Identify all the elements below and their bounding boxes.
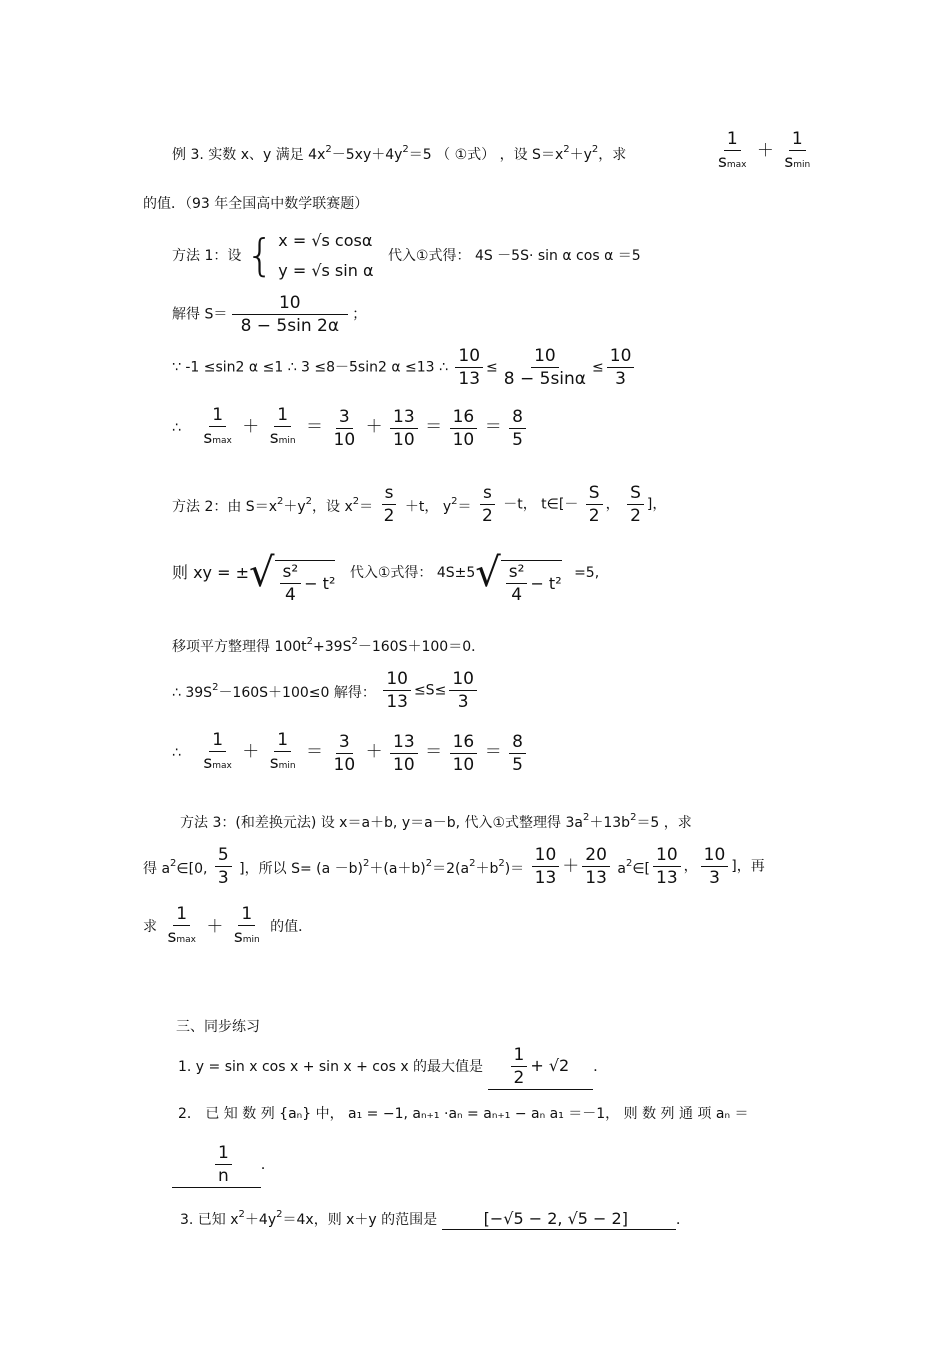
subscript: max: [176, 935, 196, 945]
numerator: 1: [209, 404, 226, 427]
numerator: s²: [506, 561, 528, 584]
sup: 2: [276, 496, 284, 507]
fraction: [383, 668, 411, 713]
text: ∵ -1 ≤sin2 α ≤1 ∴ 3 ≤8－5sin2 α ≤13 ∴: [172, 359, 448, 376]
numerator: 1: [215, 1142, 232, 1165]
fraction: [231, 903, 263, 951]
fraction: [331, 406, 359, 451]
fraction: [509, 731, 526, 776]
numerator: 16: [450, 406, 478, 429]
numerator: s²: [280, 561, 302, 584]
sup: 2: [625, 858, 633, 869]
text: 代入①式得： 4S±5: [349, 565, 476, 581]
plus: ＋: [365, 742, 383, 762]
numerator: 8: [509, 731, 526, 754]
numerator: 5: [215, 844, 232, 867]
subscript: min: [793, 160, 811, 170]
denominator: 2: [513, 1068, 525, 1088]
numerator: S: [627, 482, 644, 505]
text: [617, 858, 651, 877]
denominator: 4: [284, 585, 296, 605]
t: ∴ 39S: [172, 685, 213, 701]
denominator: [164, 926, 198, 951]
numerator: 1: [173, 903, 190, 926]
sup: 2: [351, 636, 358, 647]
denominator: 13: [656, 868, 678, 888]
text: [143, 858, 208, 877]
example-fraction-sum: [712, 128, 816, 176]
denominator: 3: [709, 868, 720, 888]
text: －5xy＋4y: [331, 147, 403, 163]
text: ]，: [646, 496, 667, 513]
text: [172, 682, 376, 701]
practice-q3: [180, 1205, 690, 1230]
sup: 2: [451, 496, 458, 507]
sqrt-body: [275, 560, 336, 606]
sqrt-icon: √: [249, 550, 275, 596]
denominator: 10: [452, 754, 475, 775]
sup: 2: [170, 858, 177, 869]
answer-blank: [442, 1209, 676, 1230]
text: 解得 S＝: [172, 306, 228, 323]
fraction: [582, 844, 610, 889]
fraction: [532, 844, 560, 889]
s: s: [269, 428, 279, 448]
t: ＋y: [283, 499, 306, 515]
subscript: min: [278, 761, 296, 771]
t: －160S＋100≤0 解得：: [218, 685, 376, 701]
denominator: [200, 752, 234, 777]
t: 方法 2：由 S＝x: [172, 499, 277, 515]
subscript: min: [242, 935, 260, 945]
s: s: [269, 753, 279, 773]
sup: 2: [305, 496, 313, 507]
fraction: [331, 731, 359, 776]
denominator: 10: [333, 754, 356, 775]
s: s: [203, 428, 213, 448]
fraction: [506, 561, 528, 606]
therefore: ∴: [172, 745, 181, 761]
text: ＝5 （ ①式） ，设 S＝x: [408, 147, 564, 163]
sup: 2: [238, 1209, 245, 1220]
t: ＋t， y: [404, 499, 452, 515]
t: ∈[: [632, 861, 651, 877]
numerator: 10: [455, 345, 483, 368]
numerator: 10: [653, 844, 681, 867]
brace-icon: {: [245, 230, 274, 281]
plus: ＋: [242, 417, 260, 437]
denominator: [781, 151, 813, 176]
fraction: [390, 731, 418, 776]
t: ∈[0,: [176, 861, 208, 877]
numerator: 1: [238, 903, 255, 926]
method3-line-3: [143, 903, 312, 951]
fraction: [267, 404, 299, 452]
method2-line-2: [172, 550, 600, 606]
text: 的值．: [270, 919, 313, 935]
t: )＝: [504, 861, 525, 877]
sup: 2: [276, 1209, 283, 1220]
eq: ＝: [425, 417, 443, 437]
denominator: 10: [452, 429, 475, 450]
fraction: [215, 1142, 232, 1187]
t: ＝4x，则 x＋y 的范围是: [282, 1212, 438, 1228]
t: 方法 3：(和差换元法) 设 x＝a＋b, y＝a－b, 代入①式整理得 3a: [180, 815, 583, 831]
text: [404, 496, 472, 515]
fraction: [701, 844, 729, 889]
method1-bounds: [172, 345, 637, 390]
t: ＝2(a: [432, 861, 470, 877]
fraction: [455, 345, 483, 390]
fraction: [479, 482, 496, 527]
numerator: 13: [390, 731, 418, 754]
sup: 2: [469, 858, 476, 869]
denominator: 8 − 5sin 2α: [240, 316, 340, 336]
plus: ＋: [756, 141, 774, 161]
t: − t²: [304, 573, 336, 593]
therefore: ∴: [172, 420, 181, 436]
t: 得 a: [143, 861, 171, 877]
plus: ＋: [365, 417, 383, 437]
numerator: 16: [450, 731, 478, 754]
fraction: [215, 844, 232, 889]
numerator: 10: [532, 844, 560, 867]
t: ＋b: [475, 861, 499, 877]
text: ]，再: [731, 858, 765, 875]
eq: ＝: [306, 417, 324, 437]
method3-line-2: [143, 844, 765, 889]
subscript: max: [212, 761, 232, 771]
numerator: 20: [582, 844, 610, 867]
s: s: [167, 927, 177, 947]
sup: 2: [591, 144, 599, 155]
numerator: 10: [531, 345, 559, 368]
text: ≤S≤: [413, 682, 447, 699]
method2-line-3: [172, 632, 485, 657]
t: ，设 x: [312, 499, 353, 515]
t: 移项平方整理得 100t: [172, 639, 307, 655]
method1-result: [172, 404, 529, 452]
practice-q2: 2． 已 知 数 列 {aₙ} 中， a₁ = −1, aₙ₊₁ ·aₙ = aₙ₊₁ − aₙ a₁ ＝－1， 则 数 列 通 项 aₙ ＝: [178, 1106, 749, 1122]
text: 则 xy = ±: [172, 563, 250, 582]
denominator: 2: [481, 506, 493, 526]
answer-blank: [172, 1142, 261, 1188]
s: s: [718, 152, 727, 172]
denominator: 10: [333, 429, 356, 450]
plus: ＋: [562, 856, 580, 877]
method3-line-1: [180, 808, 692, 833]
method2-line-4: [172, 668, 480, 713]
fraction: [280, 561, 302, 606]
denominator: 13: [585, 868, 607, 888]
sup: 2: [402, 144, 409, 155]
numerator: 10: [701, 844, 729, 867]
fraction: [781, 128, 813, 176]
t: ＝: [457, 499, 472, 515]
t: 3. 已知 x: [180, 1212, 239, 1228]
sup: 2: [425, 858, 433, 869]
le: ≤: [486, 359, 498, 376]
fraction: [200, 404, 234, 452]
tail: + √2: [530, 1055, 570, 1075]
s: s: [203, 753, 213, 773]
denominator: [715, 151, 749, 176]
numerator: 1: [274, 729, 291, 752]
plus: ＋: [206, 917, 224, 937]
eq: ＝: [484, 417, 502, 437]
text: －t， t∈[－: [503, 496, 579, 513]
text: ．: [675, 1212, 690, 1228]
denominator: 8 − 5sinα: [503, 369, 587, 389]
t: a: [617, 861, 626, 877]
numerator: 1: [209, 729, 226, 752]
denominator: n: [218, 1166, 229, 1186]
numerator: s: [480, 482, 495, 505]
sup: 2: [498, 858, 505, 869]
denominator: 3: [457, 692, 469, 712]
fraction: [607, 345, 635, 390]
fraction: [586, 482, 603, 527]
method1-solve: [172, 292, 366, 337]
sup: 2: [352, 496, 360, 507]
sup: 2: [563, 144, 570, 155]
numerator: s: [382, 482, 397, 505]
sqrt-body: [501, 560, 562, 606]
sup: 2: [325, 144, 332, 155]
numerator: 3: [336, 406, 353, 429]
fraction: [509, 406, 526, 451]
denominator: 3: [217, 868, 229, 888]
denominator: 10: [393, 754, 415, 775]
text: 1. y = sin x cos x + sin x + cos x 的最大值是: [178, 1059, 484, 1075]
denominator: 2: [588, 506, 600, 526]
denominator: [267, 427, 299, 452]
denominator: 2: [383, 506, 395, 526]
answer-blank: [488, 1044, 594, 1090]
t: ＋13b: [589, 815, 631, 831]
fraction: [450, 406, 478, 451]
numerator: 10: [449, 668, 477, 691]
example-line-1: [172, 140, 626, 165]
numerator: 10: [607, 345, 635, 368]
denominator: 5: [512, 429, 523, 450]
fraction: [450, 731, 478, 776]
numerator: 1: [789, 128, 806, 151]
text: ；: [352, 306, 367, 323]
fraction: [235, 292, 345, 337]
numerator: 13: [390, 406, 418, 429]
eq: ＝: [484, 742, 502, 762]
denominator: 13: [534, 868, 557, 888]
eq1: x = √s cosα: [278, 231, 373, 250]
fraction: [501, 345, 589, 390]
numerator: 1: [724, 128, 741, 151]
text: 方法 1：设: [172, 248, 242, 264]
denominator: [200, 427, 234, 452]
text: 代入①式得： 4S －5S· sin α cos α ＝5: [387, 248, 641, 264]
fraction: [164, 903, 198, 951]
t: ＋(a＋b): [369, 861, 426, 877]
numerator: 3: [336, 731, 353, 754]
text: =5,: [574, 565, 600, 581]
method2-line-1: [172, 482, 666, 527]
t: +39S: [313, 639, 352, 655]
fraction: [627, 482, 644, 527]
fraction: [381, 482, 398, 527]
practice-q1: [178, 1044, 607, 1090]
subscript: max: [726, 160, 747, 170]
text: [239, 858, 525, 877]
comma: ，: [683, 858, 698, 875]
t: − t²: [530, 573, 562, 593]
text: 求: [143, 919, 157, 935]
fraction: [449, 668, 477, 713]
text: ．: [593, 1059, 608, 1075]
denominator: 3: [615, 369, 626, 389]
fraction: [200, 729, 234, 777]
t: ]，所以 S= (a －b): [239, 861, 363, 877]
denominator: 13: [386, 692, 408, 712]
sup: 2: [582, 812, 590, 823]
subscript: max: [212, 436, 232, 446]
method1-substitution: [172, 226, 641, 286]
sqrt-icon: √: [475, 550, 501, 596]
practice-heading: 三、同步练习: [176, 1019, 260, 1035]
eq: ＝: [306, 742, 324, 762]
plus: ＋: [242, 742, 260, 762]
fraction: [715, 128, 749, 176]
sup: 2: [362, 858, 370, 869]
denominator: 4: [511, 585, 523, 605]
example-line-2: 的值．（93 年全国高中数学联赛题）: [143, 196, 369, 212]
answer: [−√5 − 2, √5 − 2]: [483, 1209, 628, 1228]
fraction: [653, 844, 681, 889]
le: ≤: [592, 359, 604, 376]
denominator: 13: [458, 369, 481, 389]
denominator: [267, 752, 299, 777]
equation-system: [278, 226, 373, 286]
fraction: [390, 406, 418, 451]
t: －160S＋100＝0．: [357, 639, 486, 655]
denominator: [231, 926, 263, 951]
denominator: 2: [630, 506, 641, 526]
text: ．: [260, 1157, 275, 1173]
text: ＋y: [569, 147, 592, 163]
numerator: 1: [511, 1044, 528, 1067]
t: ＝: [359, 499, 374, 515]
denominator: 10: [393, 429, 415, 450]
sup: 2: [630, 812, 637, 823]
numerator: 10: [232, 292, 348, 315]
comma: ，: [605, 496, 620, 513]
text: 例 3. 实数 x、y 满足 4x: [172, 147, 326, 163]
numerator: 8: [509, 406, 526, 429]
eq2: y = √s sin α: [278, 261, 374, 280]
practice-q2-answer: [172, 1142, 275, 1188]
sup: 2: [306, 636, 314, 647]
t: ＋4y: [244, 1212, 277, 1228]
eq: ＝: [425, 742, 443, 762]
subscript: min: [278, 436, 296, 446]
numerator: 10: [383, 668, 411, 691]
t: ＝5 ，求: [636, 815, 692, 831]
s: s: [233, 927, 243, 947]
numerator: S: [586, 482, 603, 505]
sup: 2: [212, 682, 219, 693]
fraction: [511, 1044, 528, 1089]
method2-result: [172, 729, 529, 777]
numerator: 1: [274, 404, 291, 427]
denominator: 5: [512, 754, 523, 775]
fraction: [267, 729, 299, 777]
text: [172, 496, 374, 515]
text: ，求: [598, 147, 627, 163]
s: s: [784, 152, 794, 172]
